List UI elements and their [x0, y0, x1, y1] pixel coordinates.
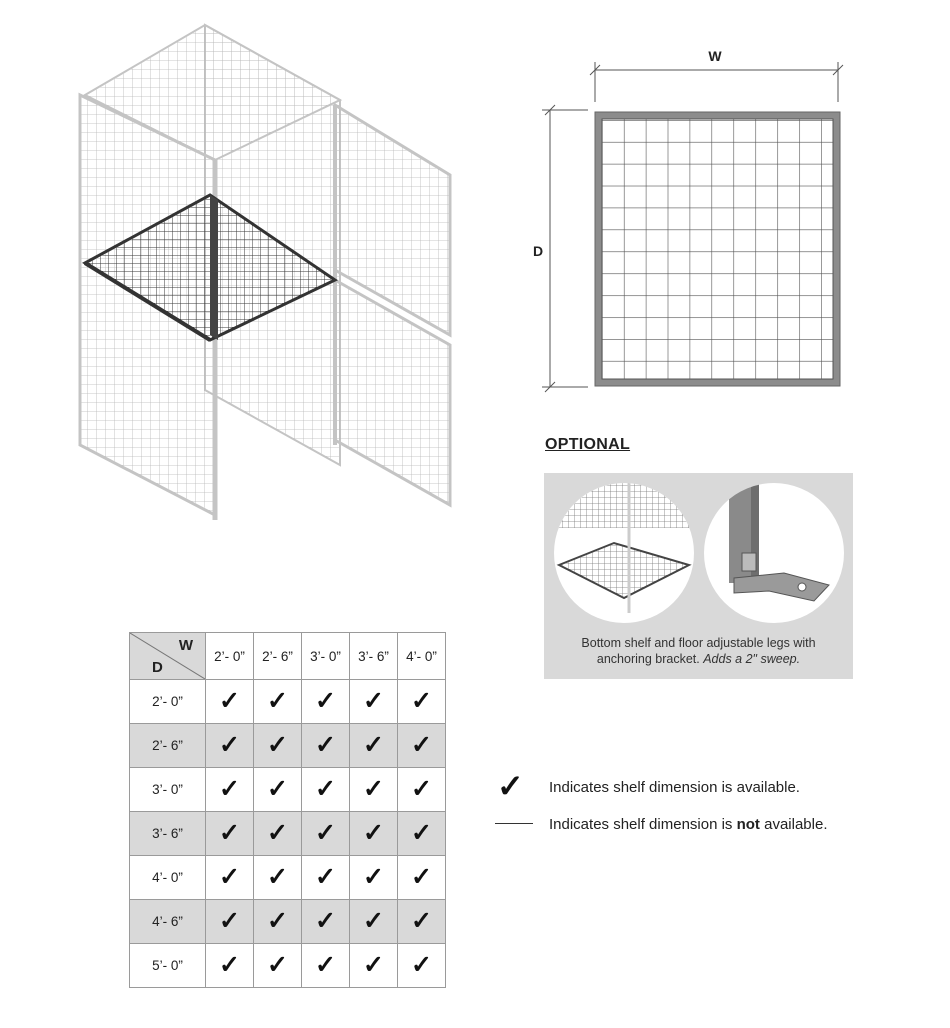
- availability-cell: [254, 900, 302, 944]
- dash-icon: [495, 823, 533, 824]
- check-icon: ✓: [267, 775, 288, 803]
- check-icon: ✓: [267, 951, 288, 979]
- availability-cell: [350, 680, 398, 724]
- shelf-availability-table: [129, 632, 446, 988]
- depth-header: 5’- 0”: [130, 944, 206, 988]
- check-icon: ✓: [497, 768, 524, 804]
- depth-header: 3’- 0”: [130, 768, 206, 812]
- check-icon: ✓: [363, 687, 384, 715]
- check-icon: ✓: [315, 863, 336, 891]
- check-icon: ✓: [411, 687, 432, 715]
- availability-cell: [254, 680, 302, 724]
- availability-cell: [302, 724, 350, 768]
- check-icon: ✓: [411, 951, 432, 979]
- matrix-corner-header: [130, 633, 206, 680]
- width-header: 4’- 0”: [398, 633, 446, 680]
- availability-cell: [302, 900, 350, 944]
- availability-cell: [206, 900, 254, 944]
- corner-width-label: W: [178, 637, 193, 654]
- availability-cell: [206, 724, 254, 768]
- availability-cell: [302, 768, 350, 812]
- check-icon: ✓: [267, 907, 288, 935]
- check-icon: ✓: [219, 863, 240, 891]
- availability-cell: [398, 724, 446, 768]
- depth-header: 3’- 6”: [130, 812, 206, 856]
- optional-feature-panel: [544, 473, 853, 679]
- width-header: 2’- 6”: [254, 633, 302, 680]
- table-row: [130, 856, 446, 900]
- availability-cell: [302, 856, 350, 900]
- check-icon: ✓: [363, 775, 384, 803]
- availability-cell: [254, 812, 302, 856]
- check-icon: ✓: [219, 687, 240, 715]
- width-header: 3’- 6”: [350, 633, 398, 680]
- check-icon: ✓: [267, 819, 288, 847]
- check-icon: ✓: [315, 687, 336, 715]
- optional-heading: OPTIONAL: [545, 436, 631, 453]
- table-row: [130, 944, 446, 988]
- check-icon: ✓: [315, 907, 336, 935]
- check-icon: ✓: [411, 819, 432, 847]
- table-row: [130, 724, 446, 768]
- check-icon: ✓: [411, 863, 432, 891]
- table-row: [130, 812, 446, 856]
- optional-caption: Bottom shelf and floor adjustable legs with anchoring bracket. Adds a 2" sweep.: [581, 636, 816, 666]
- legend-available: [495, 770, 895, 804]
- availability-cell: [398, 680, 446, 724]
- check-icon: ✓: [267, 731, 288, 759]
- check-icon: ✓: [219, 775, 240, 803]
- check-icon: ✓: [219, 731, 240, 759]
- availability-cell: [254, 856, 302, 900]
- width-label: W: [708, 48, 722, 64]
- availability-cell: [350, 768, 398, 812]
- check-icon: ✓: [363, 819, 384, 847]
- table-row: [130, 900, 446, 944]
- availability-cell: [398, 944, 446, 988]
- check-icon: ✓: [363, 731, 384, 759]
- check-icon: ✓: [315, 775, 336, 803]
- availability-cell: [206, 768, 254, 812]
- availability-cell: [350, 856, 398, 900]
- width-header: 3’- 0”: [302, 633, 350, 680]
- check-icon: ✓: [267, 863, 288, 891]
- check-icon: ✓: [315, 951, 336, 979]
- availability-cell: [302, 944, 350, 988]
- check-icon: ✓: [411, 775, 432, 803]
- check-icon: ✓: [411, 907, 432, 935]
- availability-cell: [254, 724, 302, 768]
- check-icon: ✓: [219, 819, 240, 847]
- depth-header: 4’- 6”: [130, 900, 206, 944]
- legend-available-text: Indicates shelf dimension is available.: [549, 779, 800, 796]
- availability-cell: [206, 680, 254, 724]
- availability-cell: [254, 944, 302, 988]
- check-icon: ✓: [219, 907, 240, 935]
- adjustable-leg-bracket-image: [704, 483, 844, 623]
- availability-cell: [206, 856, 254, 900]
- check-icon: ✓: [363, 863, 384, 891]
- check-icon: ✓: [363, 951, 384, 979]
- depth-header: 2’- 0”: [130, 680, 206, 724]
- wire-cage-illustration: [60, 15, 480, 525]
- check-icon: ✓: [363, 907, 384, 935]
- corner-depth-label: D: [152, 659, 163, 676]
- table-row: [130, 768, 446, 812]
- availability-cell: [350, 944, 398, 988]
- availability-cell: [206, 812, 254, 856]
- availability-cell: [302, 680, 350, 724]
- availability-cell: [254, 768, 302, 812]
- availability-cell: [350, 812, 398, 856]
- check-icon: ✓: [411, 731, 432, 759]
- legend-not-available-text: Indicates shelf dimension is not available.: [549, 816, 828, 833]
- shelf-dimension-diagram: [520, 40, 860, 400]
- availability-cell: [398, 812, 446, 856]
- legend-not-available: [495, 814, 895, 838]
- availability-cell: [398, 856, 446, 900]
- matrix-body: [130, 680, 446, 988]
- optional-feature-images: [544, 473, 853, 633]
- check-icon: ✓: [219, 951, 240, 979]
- availability-cell: [398, 900, 446, 944]
- table-row: [130, 680, 446, 724]
- check-icon: ✓: [267, 687, 288, 715]
- check-icon: ✓: [315, 819, 336, 847]
- width-header: 2’- 0”: [206, 633, 254, 680]
- depth-header: 2’- 6”: [130, 724, 206, 768]
- availability-cell: [350, 900, 398, 944]
- depth-label: D: [532, 243, 544, 259]
- availability-cell: [350, 724, 398, 768]
- availability-cell: [302, 812, 350, 856]
- depth-header: 4’- 0”: [130, 856, 206, 900]
- check-icon: ✓: [315, 731, 336, 759]
- availability-cell: [206, 944, 254, 988]
- availability-cell: [398, 768, 446, 812]
